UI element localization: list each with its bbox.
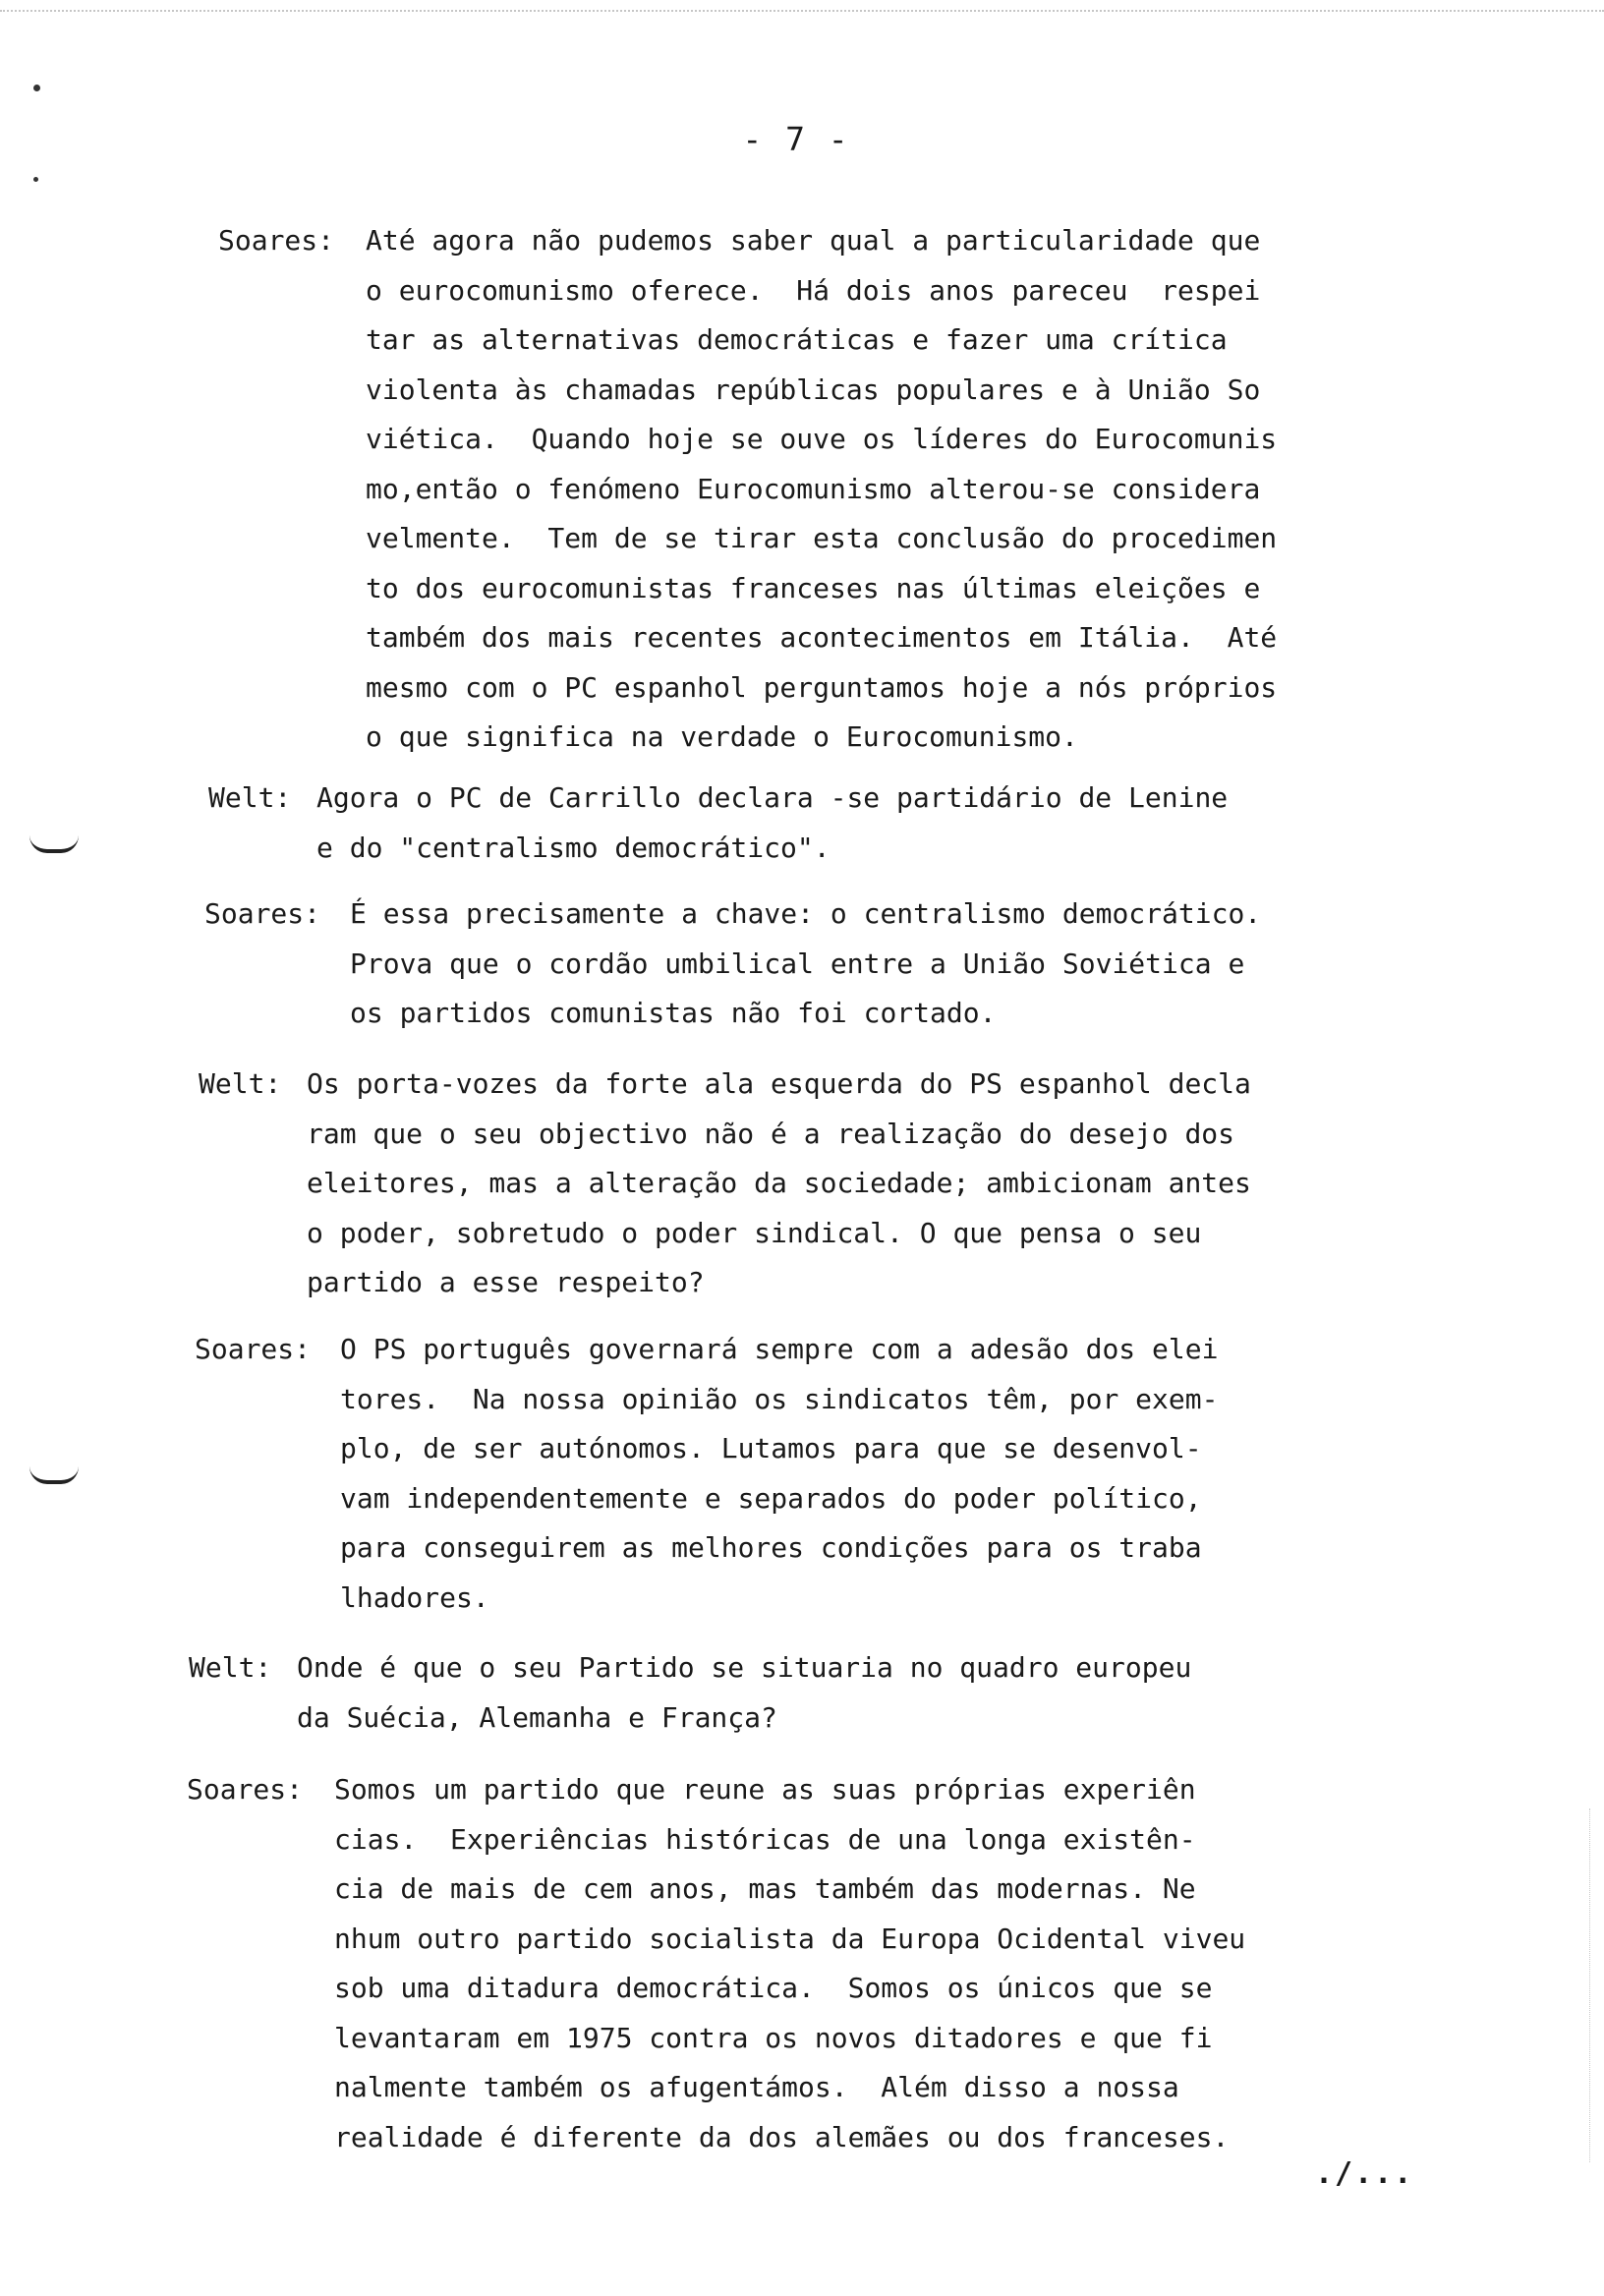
interview-entry bbox=[218, 216, 1398, 767]
interview-entry bbox=[195, 1325, 1374, 1630]
paragraph-text: É essa precisamente a chave: o centralismo democrático. Prova que o cordão umbilical entre a União Soviética e os partidos comunistas não foi cortado. bbox=[350, 897, 1262, 1029]
speaker-label: Welt: bbox=[199, 1067, 282, 1100]
punch-hole-mark bbox=[29, 835, 79, 853]
speaker-label: Welt: bbox=[208, 781, 292, 814]
margin-mark bbox=[33, 85, 40, 91]
paragraph-text: Até agora não pudemos saber qual a particularidade que o eurocomunismo oferece. Há dois anos pareceu respei tar as alternativas democráticas e fazer uma crítica violenta às chamadas repúblicas populares e à União So viética. Quando hoje se ouve os líderes do Eurocomunis mo,então o fenómeno Eurocomunismo alterou-se considera velmente. Tem de se tirar esta conclusão do procedimen to dos eurocomunistas franceses nas últimas eleições e também dos mais recentes acontecimentos em Itália. Até mesmo com o PC espanhol perguntamos hoje a nós próprios o que significa na verdade o Eurocomunismo. bbox=[366, 224, 1278, 753]
speaker-label: Soares: bbox=[204, 897, 321, 930]
interview-entry bbox=[187, 1765, 1366, 2168]
paragraph-text: Os porta-vozes da forte ala esquerda do PS espanhol decla ram que o seu objectivo não é a realização do desejo dos eleitores, mas a alteração da sociedade; ambicionam antes o poder, sobretudo o poder sindical. O que pensa o seu partido a esse respeito? bbox=[307, 1067, 1251, 1298]
interview-entry bbox=[189, 1643, 1368, 1751]
margin-mark bbox=[33, 177, 38, 182]
interview-entry bbox=[208, 774, 1388, 882]
page-number: - 7 - bbox=[742, 120, 850, 158]
continuation-mark: ./... bbox=[1315, 2156, 1414, 2191]
paragraph-text: O PS português governará sempre com a adesão dos elei tores. Na nossa opinião os sindicatos têm, por exem- plo, de ser autónomos. Lutamos para que se desenvol- vam independentemente e separados do poder político, para conseguirem as melhores condições para os traba lhadores. bbox=[340, 1333, 1219, 1614]
interview-entry bbox=[204, 890, 1384, 1047]
paragraph-text: Onde é que o seu Partido se situaria no quadro europeu da Suécia, Alemanha e França? bbox=[297, 1651, 1192, 1734]
scan-edge-top bbox=[0, 10, 1604, 12]
paragraph-text: Somos um partido que reune as suas próprias experiên cias. Experiências históricas de una longa existên- cia de mais de cem anos, mas também das modernas. Ne nhum outro partido socialista da Europa Ocidental viveu sob uma ditadura democrática. Somos os únicos que se levantaram em 1975 contra os novos ditadores e que fi nalmente também os afugentámos. Além disso a nossa realidade é diferente da dos alemães ou dos franceses. bbox=[334, 1773, 1246, 2153]
speaker-label: Soares: bbox=[218, 224, 335, 257]
speaker-label: Soares: bbox=[195, 1333, 312, 1365]
punch-hole-mark bbox=[29, 1466, 79, 1484]
speaker-label: Soares: bbox=[187, 1773, 304, 1806]
scan-edge-right bbox=[1589, 1808, 1590, 2162]
paragraph-text: Agora o PC de Carrillo declara -se partidário de Lenine e do "centralismo democrático". bbox=[316, 781, 1229, 864]
speaker-label: Welt: bbox=[189, 1651, 272, 1684]
interview-entry bbox=[199, 1060, 1378, 1315]
